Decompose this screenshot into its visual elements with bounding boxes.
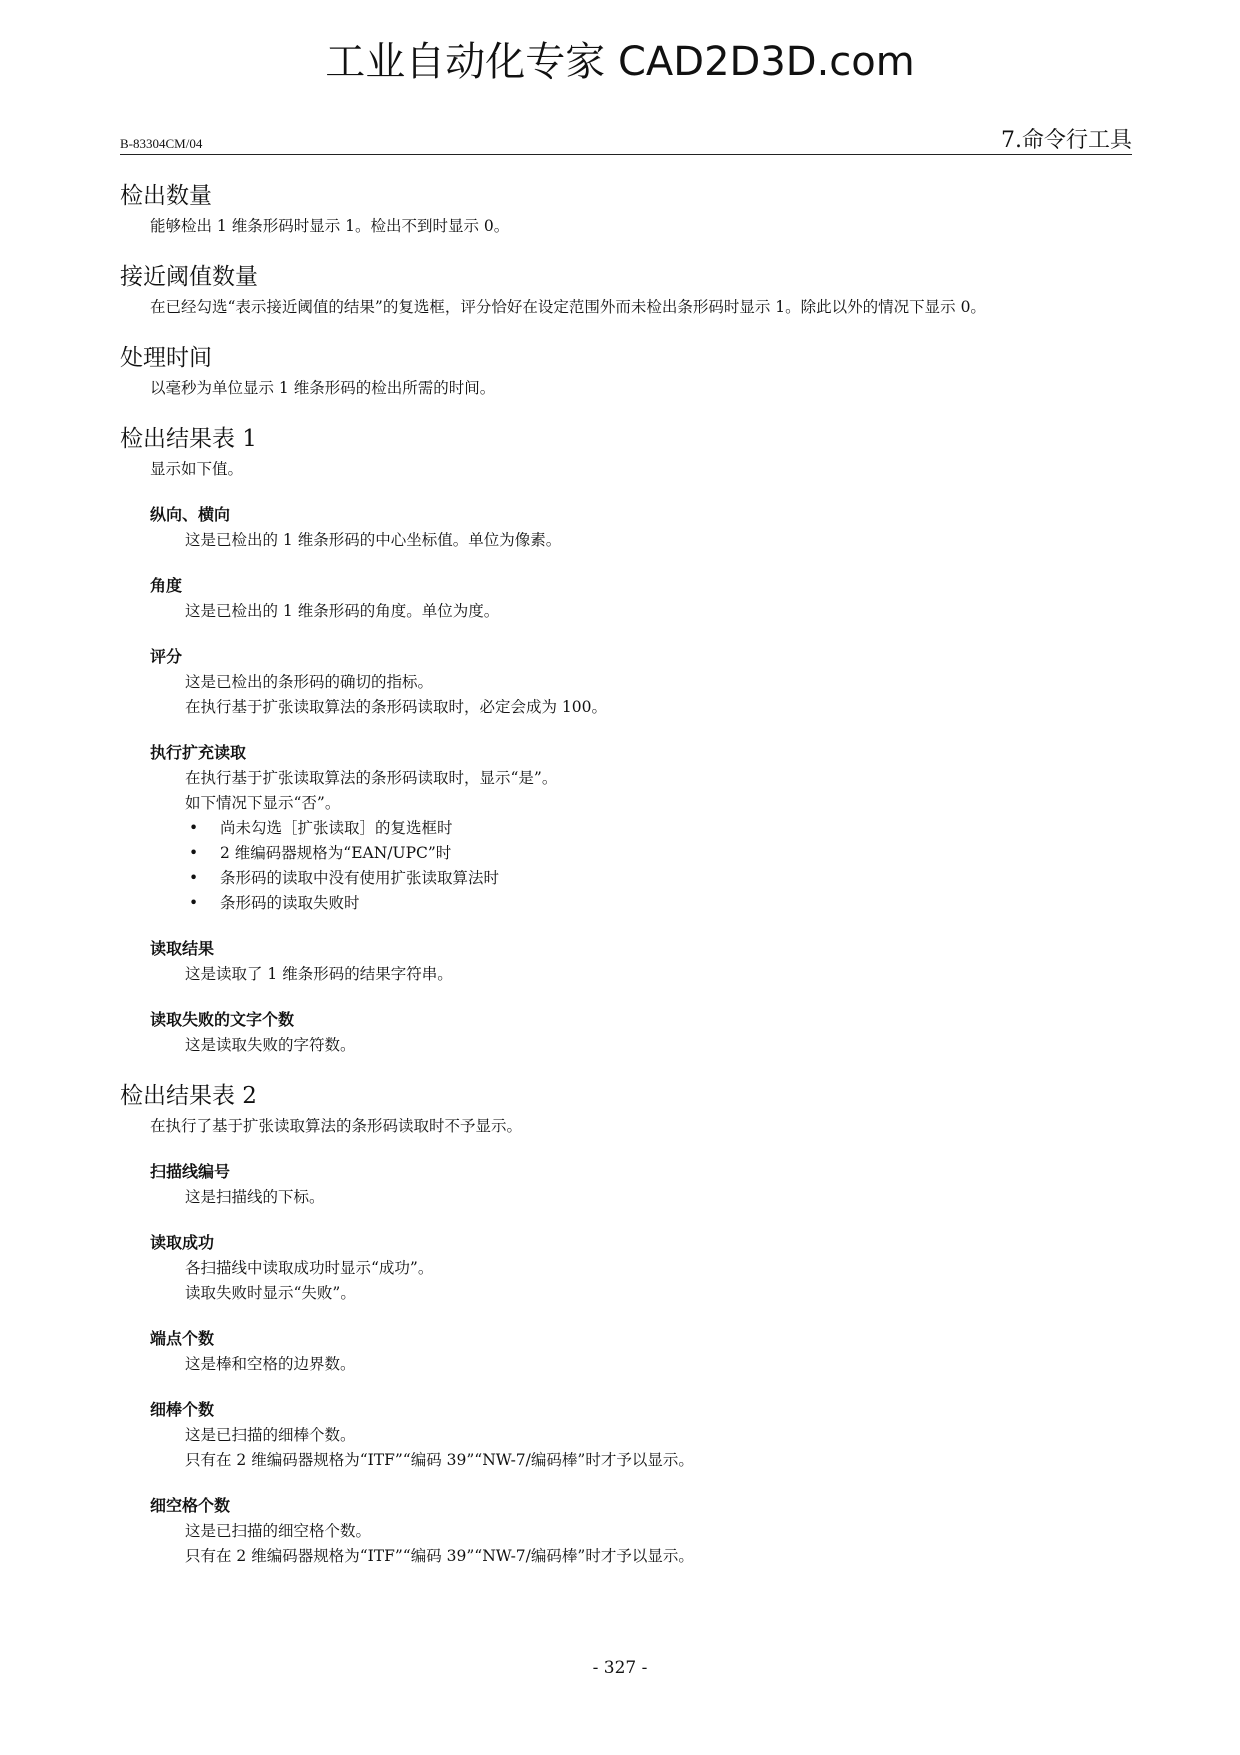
subsection-angle <box>150 573 1132 624</box>
section-heading: 检出结果表 1 <box>120 426 257 452</box>
section-text: 显示如下值。 <box>150 460 244 478</box>
list-item: • 2 维编码器规格为“EAN/UPC”时 <box>185 841 1132 866</box>
subsection-scanline-index <box>150 1159 1132 1210</box>
section-text: 在已经勾选“表示接近阈值的结果”的复选框，评分恰好在设定范围外而未检出条形码时显示 1。除此以外的情况下显示 0。 <box>150 298 986 316</box>
section-detect-count <box>120 180 1132 239</box>
bullet-icon: • <box>189 894 199 912</box>
subsection-heading: 扫描线编号 <box>150 1162 231 1181</box>
subsection-endpoint-count <box>150 1326 1132 1377</box>
subsection-heading: 执行扩充读取 <box>150 743 247 762</box>
subsection-text: 在执行基于扩张读取算法的条形码读取时，必定会成为 100。 <box>185 698 608 716</box>
subsection-text: 这是已检出的 1 维条形码的角度。单位为度。 <box>185 602 500 620</box>
subsection-text: 这是已扫描的细空格个数。 <box>185 1522 372 1540</box>
subsection-failed-chars <box>150 1007 1132 1058</box>
bullet-list <box>185 816 1132 916</box>
subsection-text: 各扫描线中读取成功时显示“成功”。 <box>185 1259 434 1277</box>
subsection-extended-read <box>150 740 1132 916</box>
subsection-thin-space-count <box>150 1493 1132 1569</box>
page-header <box>120 126 1132 155</box>
section-text: 在执行了基于扩张读取算法的条形码读取时不予显示。 <box>150 1117 523 1135</box>
subsection-heading: 细空格个数 <box>150 1496 231 1515</box>
list-item: • 条形码的读取中没有使用扩张读取算法时 <box>185 866 1132 891</box>
bullet-icon: • <box>189 819 199 837</box>
section-near-threshold <box>120 261 1132 320</box>
subsection-heading: 纵向、横向 <box>150 505 231 524</box>
subsection-heading: 评分 <box>150 647 183 666</box>
subsection-heading: 读取结果 <box>150 939 215 958</box>
chapter-title: 7.命令行工具 <box>1001 128 1132 153</box>
subsection-heading: 细棒个数 <box>150 1400 215 1419</box>
bullet-icon: • <box>189 869 199 887</box>
subsection-thin-bar-count <box>150 1397 1132 1473</box>
list-item: • 尚未勾选［扩张读取］的复选框时 <box>185 816 1132 841</box>
subsection-text: 如下情况下显示“否”。 <box>185 794 341 812</box>
subsection-text: 这是读取了 1 维条形码的结果字符串。 <box>185 965 453 983</box>
section-heading: 处理时间 <box>120 345 212 371</box>
subsection-text: 这是已扫描的细棒个数。 <box>185 1426 356 1444</box>
subsection-text: 这是扫描线的下标。 <box>185 1188 325 1206</box>
subsection-text: 只有在 2 维编码器规格为“ITF”“编码 39”“NW-7/编码棒”时才予以显示。 <box>185 1547 694 1565</box>
subsection-text: 这是读取失败的字符数。 <box>185 1036 356 1054</box>
document-code: B-83304CM/04 <box>120 136 203 151</box>
section-result-table-1 <box>120 423 1132 1058</box>
subsection-heading: 读取失败的文字个数 <box>150 1010 295 1029</box>
section-text: 以毫秒为单位显示 1 维条形码的检出所需的时间。 <box>150 379 496 397</box>
subsection-text: 在执行基于扩张读取算法的条形码读取时，显示“是”。 <box>185 769 558 787</box>
subsection-heading: 端点个数 <box>150 1329 215 1348</box>
subsection-text: 这是棒和空格的边界数。 <box>185 1355 356 1373</box>
subsection-text: 这是已检出的 1 维条形码的中心坐标值。单位为像素。 <box>185 531 562 549</box>
subsection-heading: 角度 <box>150 576 183 595</box>
watermark-banner: 工业自动化专家 CAD2D3D.com <box>325 39 915 85</box>
subsection-text: 读取失败时显示“失败”。 <box>185 1284 356 1302</box>
subsection-coordinates <box>150 502 1132 553</box>
bullet-icon: • <box>189 844 199 862</box>
subsection-score <box>150 644 1132 720</box>
section-heading: 检出结果表 2 <box>120 1083 257 1109</box>
subsection-text: 只有在 2 维编码器规格为“ITF”“编码 39”“NW-7/编码棒”时才予以显示。 <box>185 1451 694 1469</box>
subsection-read-result <box>150 936 1132 987</box>
list-item: • 条形码的读取失败时 <box>185 891 1132 916</box>
section-heading: 接近阈值数量 <box>120 264 258 290</box>
page-content <box>120 180 1132 1591</box>
subsection-read-success <box>150 1230 1132 1306</box>
section-heading: 检出数量 <box>120 183 212 209</box>
section-result-table-2 <box>120 1080 1132 1569</box>
section-processing-time <box>120 342 1132 401</box>
subsection-text: 这是已检出的条形码的确切的指标。 <box>185 673 434 691</box>
page-number: - 327 - <box>592 1658 648 1678</box>
subsection-heading: 读取成功 <box>150 1233 215 1252</box>
section-text: 能够检出 1 维条形码时显示 1。检出不到时显示 0。 <box>150 217 510 235</box>
